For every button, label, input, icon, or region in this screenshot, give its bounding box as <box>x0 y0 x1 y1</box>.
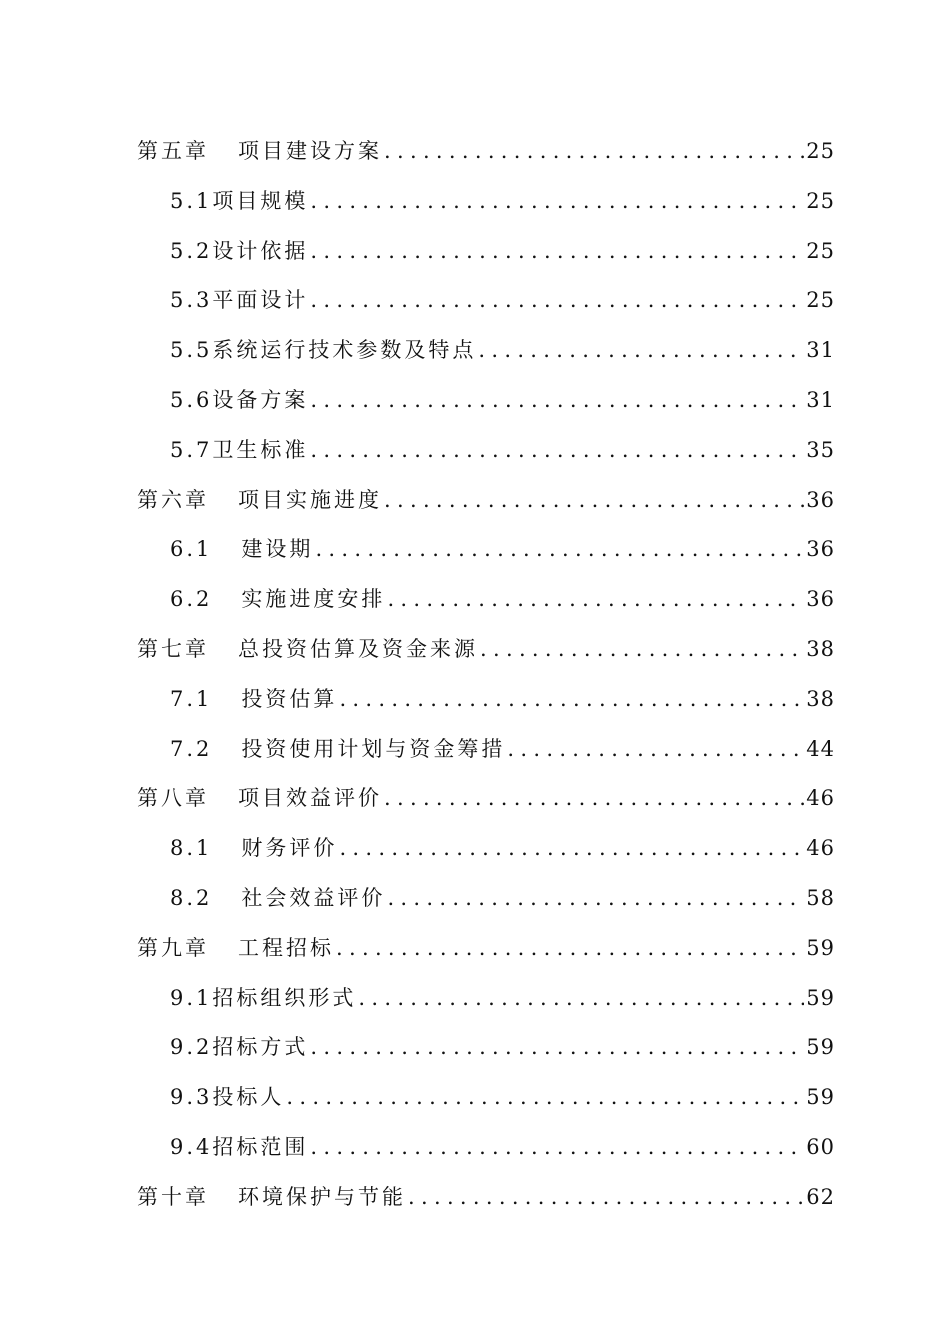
toc-entry-page: 46 <box>806 836 835 861</box>
toc-entry-5-5[interactable] <box>0 325 950 375</box>
dot-leader <box>310 385 804 415</box>
toc-entry-9-3[interactable] <box>0 1072 950 1122</box>
toc-entry-title: 5.3平面设计 <box>170 288 309 313</box>
toc-entry-title: 5.5系统运行技术参数及特点 <box>170 338 477 363</box>
toc-entry-page: 58 <box>806 885 835 910</box>
toc-entry-title: 7.2 投资使用计划与资金筹措 <box>170 736 506 761</box>
toc-entry-title: 5.7卫生标准 <box>170 437 309 462</box>
toc-entry-title: 第五章 项目建设方案 <box>137 139 383 163</box>
toc-entry-page: 59 <box>806 1085 835 1110</box>
toc-entry-title: 5.1项目规模 <box>170 188 309 213</box>
toc-entry-title: 第九章 工程招标 <box>137 935 335 960</box>
toc-entry-title: 第十章 环境保护与节能 <box>137 1184 407 1209</box>
toc-entry-6-1[interactable] <box>0 524 950 574</box>
dot-leader <box>384 136 804 166</box>
toc-entry-page: 59 <box>806 985 835 1010</box>
toc-entry-5-3[interactable] <box>0 275 950 325</box>
dot-leader <box>310 435 804 465</box>
dot-leader <box>480 634 804 664</box>
toc-entry-title: 第六章 项目实施进度 <box>137 487 383 512</box>
dot-leader <box>339 833 804 863</box>
dot-leader <box>387 584 804 614</box>
toc-entry-page: 60 <box>806 1134 835 1159</box>
dot-leader <box>387 883 804 913</box>
toc-entry-8-2[interactable] <box>0 873 950 923</box>
toc-entry-chapter-6[interactable] <box>0 475 950 525</box>
toc-entry-title: 9.3投标人 <box>170 1085 285 1110</box>
toc-entry-page: 25 <box>806 139 835 163</box>
toc-entry-9-1[interactable] <box>0 973 950 1023</box>
dot-leader <box>384 783 804 813</box>
dot-leader <box>358 983 804 1013</box>
toc-entry-7-1[interactable] <box>0 674 950 724</box>
toc-entry-title: 8.1 财务评价 <box>170 836 338 861</box>
toc-entry-title: 9.1招标组织形式 <box>170 985 357 1010</box>
dot-leader <box>310 236 804 266</box>
toc-entry-page: 25 <box>806 188 835 213</box>
toc-entry-title: 5.2设计依据 <box>170 238 309 263</box>
toc-entry-page: 36 <box>806 537 835 562</box>
toc-entry-page: 25 <box>806 238 835 263</box>
toc-entry-page: 62 <box>806 1184 835 1209</box>
toc-entry-page: 46 <box>806 786 835 811</box>
toc-entry-5-6[interactable] <box>0 375 950 425</box>
toc-entry-page: 44 <box>806 736 835 761</box>
toc-entry-7-2[interactable] <box>0 724 950 774</box>
toc-entry-5-7[interactable] <box>0 425 950 475</box>
toc-entry-5-2[interactable] <box>0 226 950 276</box>
dot-leader <box>336 933 804 963</box>
dot-leader <box>384 485 804 515</box>
toc-entry-title: 5.6设备方案 <box>170 387 309 412</box>
table-of-contents <box>0 126 950 1222</box>
toc-entry-chapter-10[interactable] <box>0 1172 950 1222</box>
toc-entry-chapter-5[interactable] <box>0 126 950 176</box>
toc-entry-title: 7.1 投资估算 <box>170 686 338 711</box>
dot-leader <box>310 285 804 315</box>
toc-entry-9-4[interactable] <box>0 1122 950 1172</box>
dot-leader <box>408 1182 804 1212</box>
dot-leader <box>310 186 804 216</box>
toc-entry-title: 第八章 项目效益评价 <box>137 786 383 811</box>
toc-entry-9-2[interactable] <box>0 1022 950 1072</box>
dot-leader <box>339 684 804 714</box>
toc-entry-page: 31 <box>806 338 835 363</box>
toc-entry-page: 59 <box>806 1035 835 1060</box>
toc-entry-title: 9.4招标范围 <box>170 1134 309 1159</box>
toc-entry-6-2[interactable] <box>0 574 950 624</box>
toc-entry-page: 59 <box>806 935 835 960</box>
dot-leader <box>315 534 804 564</box>
toc-entry-page: 36 <box>806 487 835 512</box>
toc-entry-title: 第七章 总投资估算及资金来源 <box>137 636 479 661</box>
toc-entry-title: 8.2 社会效益评价 <box>170 885 386 910</box>
toc-entry-title: 6.1 建设期 <box>170 537 314 562</box>
dot-leader <box>286 1082 804 1112</box>
toc-entry-page: 38 <box>806 686 835 711</box>
toc-entry-page: 35 <box>806 437 835 462</box>
toc-entry-page: 38 <box>806 636 835 661</box>
toc-entry-5-1[interactable] <box>0 176 950 226</box>
toc-entry-chapter-8[interactable] <box>0 773 950 823</box>
toc-entry-page: 36 <box>806 587 835 612</box>
toc-entry-page: 31 <box>806 387 835 412</box>
dot-leader <box>310 1032 804 1062</box>
dot-leader <box>478 335 804 365</box>
dot-leader <box>507 734 804 764</box>
toc-entry-title: 6.2 实施进度安排 <box>170 587 386 612</box>
toc-entry-title: 9.2招标方式 <box>170 1035 309 1060</box>
toc-entry-page: 25 <box>806 288 835 313</box>
toc-entry-chapter-7[interactable] <box>0 624 950 674</box>
toc-entry-8-1[interactable] <box>0 823 950 873</box>
dot-leader <box>310 1132 804 1162</box>
toc-entry-chapter-9[interactable] <box>0 923 950 973</box>
